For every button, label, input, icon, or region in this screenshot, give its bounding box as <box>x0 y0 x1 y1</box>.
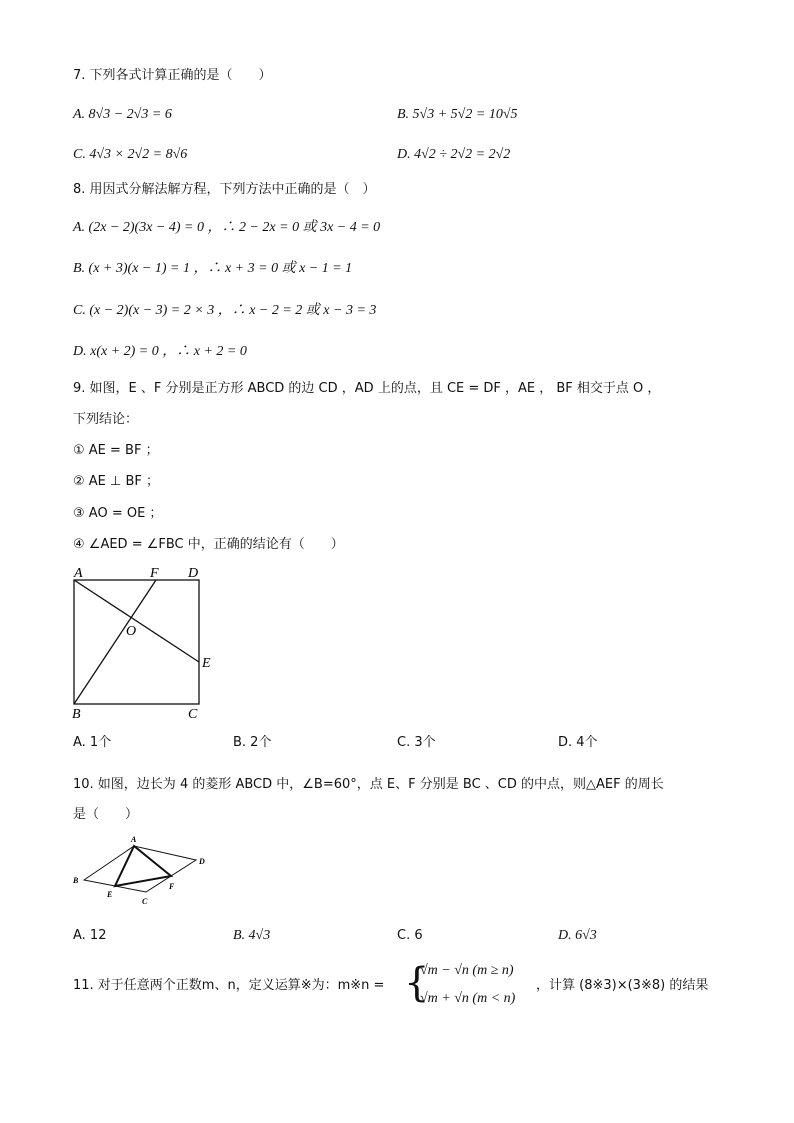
q9-stem-line2: 下列结论： <box>73 412 139 427</box>
q10-rhombus-figure <box>70 830 220 910</box>
q8-stem: 8. 用因式分解法解方程，下列方法中正确的是（ ） <box>73 182 376 197</box>
label-d: D <box>199 857 205 866</box>
q9-conclusion-4: ④ ∠AED = ∠FBC 中，正确的结论有（ ） <box>73 537 344 552</box>
q7-option-d: D. 4√2 ÷ 2√2 = 2√2 <box>397 147 511 162</box>
q10-stem-line1: 10. 如图，边长为 4 的菱形 ABCD 中，∠B=60°，点 E、F 分别是 BC 、CD 的中点，则△AEF 的周长 <box>73 777 664 792</box>
label-b: B <box>72 707 81 722</box>
q7-stem: 7. 下列各式计算正确的是（ ） <box>73 68 272 83</box>
square-abcd <box>74 580 199 704</box>
segment-ae <box>74 580 199 662</box>
q8-option-d: D. x(x + 2) = 0 ，∴ x + 2 = 0 <box>73 344 247 359</box>
segment-bf <box>74 580 156 704</box>
q9-stem-line1: 9. 如图，E 、F 分别是正方形 ABCD 的边 CD ，AD 上的点，且 CE = DF ，AE ， BF 相交于点 O ， <box>73 381 661 396</box>
label-c: C <box>142 897 148 906</box>
q9-option-c: C. 3个 <box>397 735 436 750</box>
label-f: F <box>150 566 159 581</box>
q10-option-a: A. 12 <box>73 928 107 943</box>
q9-square-figure <box>64 562 224 724</box>
q7-option-b: B. 5√3 + 5√2 = 10√5 <box>397 107 518 122</box>
label-a: A <box>131 835 137 844</box>
q11-case-2: √m + √n (m < n) <box>420 991 516 1006</box>
rhombus-abcd <box>84 846 196 892</box>
label-e: E <box>202 656 211 671</box>
q9-conclusion-3: ③ AO = OE ； <box>73 506 163 521</box>
q7-option-c: C. 4√3 × 2√2 = 8√6 <box>73 147 188 162</box>
q10-stem-line2: 是（ ） <box>73 807 139 822</box>
q9-conclusion-1: ① AE = BF ； <box>73 443 159 458</box>
label-o: O <box>126 624 137 639</box>
q9-option-d: D. 4个 <box>558 735 598 750</box>
q10-option-b: B. 4√3 <box>233 928 271 943</box>
q8-option-a: A. (2x − 2)(3x − 4) = 0 ，∴ 2 − 2x = 0 或 3x − 4 = 0 <box>73 220 381 235</box>
q11-piecewise-brace: { <box>404 960 430 1006</box>
q11-case-1: √m − √n (m ≥ n) <box>420 963 514 978</box>
label-b: B <box>73 876 79 885</box>
q9-conclusion-2: ② AE ⊥ BF ； <box>73 474 160 489</box>
q7-option-a: A. 8√3 − 2√3 = 6 <box>73 107 172 122</box>
label-e: E <box>107 890 113 899</box>
q11-prefix: 11. 对于任意两个正数m、n，定义运算※为：m※n = <box>73 978 385 993</box>
label-c: C <box>188 707 198 722</box>
label-f: F <box>169 882 175 891</box>
q10-option-c: C. 6 <box>397 928 423 943</box>
q9-option-b: B. 2个 <box>233 735 272 750</box>
q8-option-c: C. (x − 2)(x − 3) = 2 × 3 ，∴ x − 2 = 2 或 x − 3 = 3 <box>73 303 377 318</box>
q9-option-a: A. 1个 <box>73 735 112 750</box>
q11-suffix: ，计算 (8※3)×(3※8) 的结果 <box>536 978 709 993</box>
label-d: D <box>188 566 199 581</box>
q8-option-b: B. (x + 3)(x − 1) = 1 ，∴ x + 3 = 0 或 x − 1 = 1 <box>73 261 353 276</box>
label-a: A <box>74 566 83 581</box>
q10-option-d: D. 6√3 <box>558 928 597 943</box>
